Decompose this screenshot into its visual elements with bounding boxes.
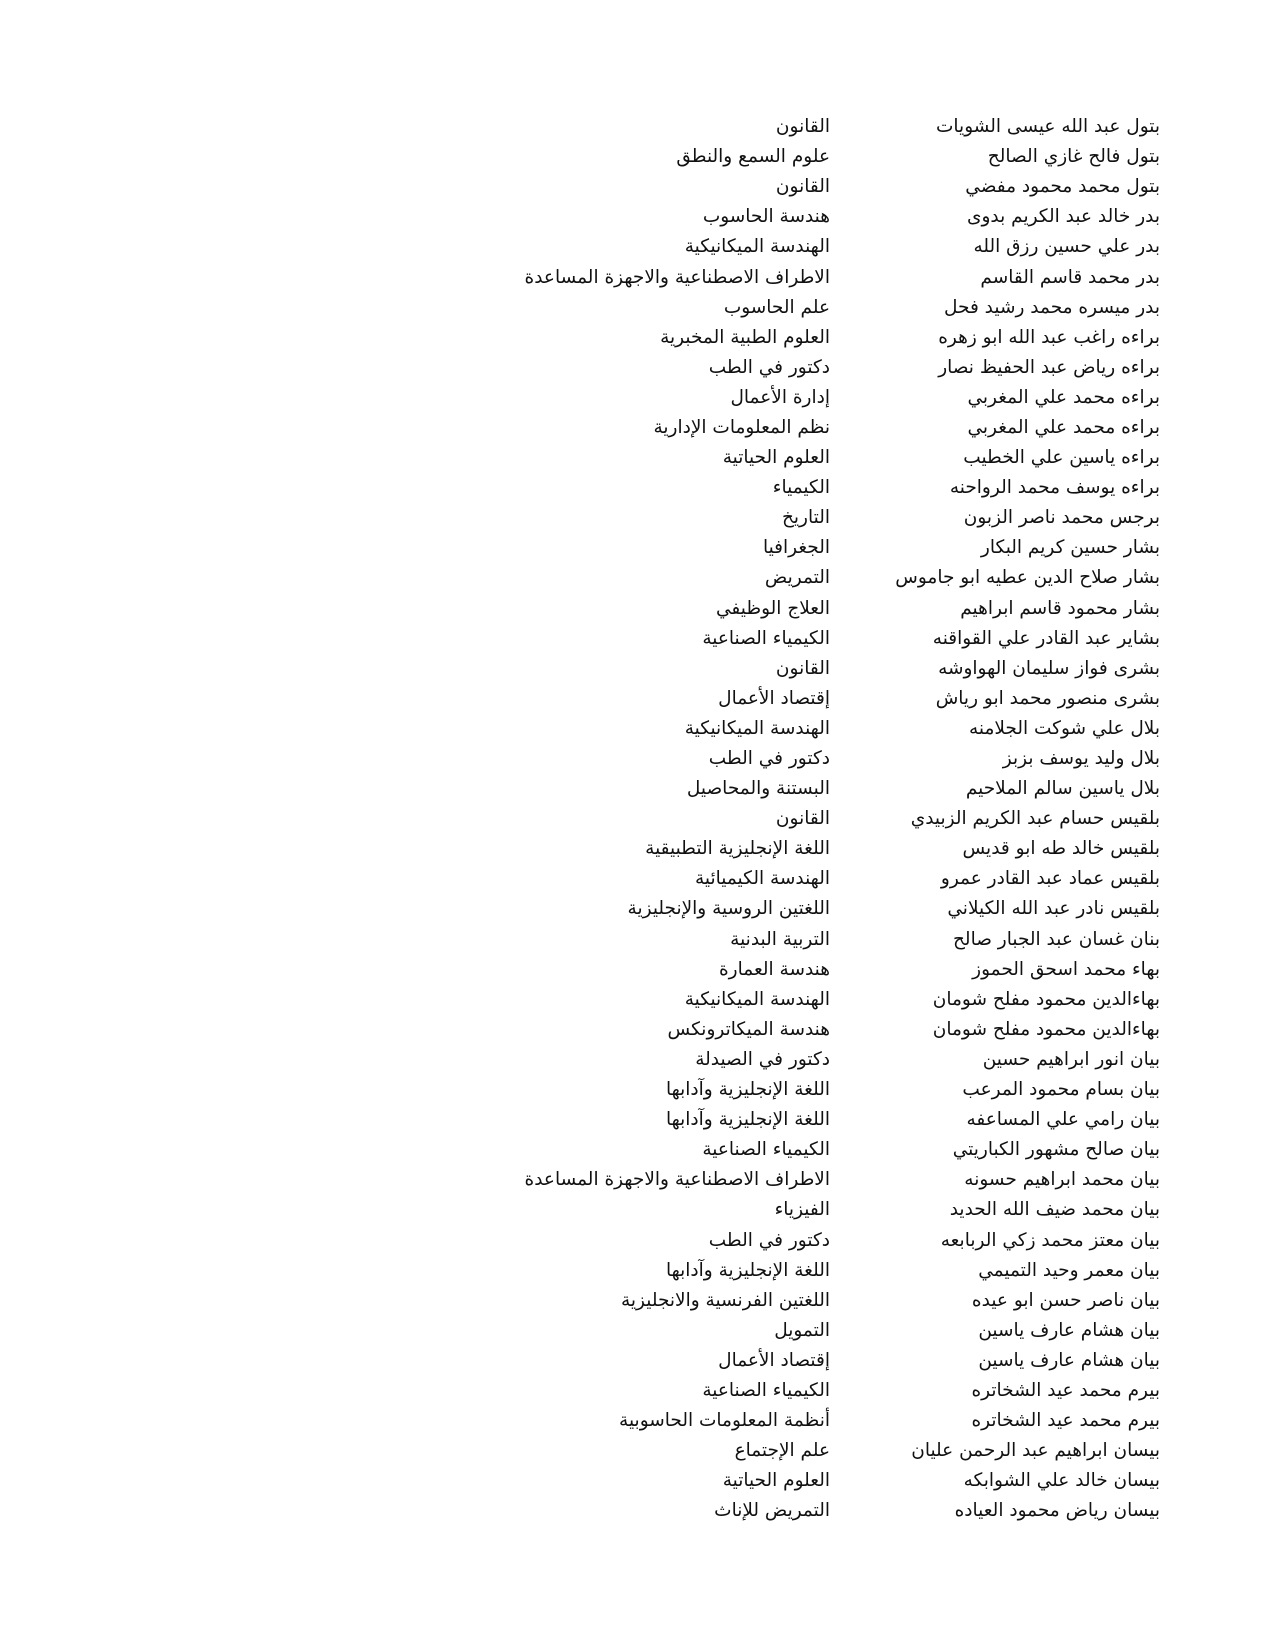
student-major: التمريض [764, 567, 830, 589]
student-major: العلوم الطبية المخبرية [660, 326, 830, 348]
student-major: العلوم الحياتية [722, 447, 830, 469]
list-item [480, 1105, 1160, 1135]
list-item [480, 533, 1160, 563]
list-item [480, 714, 1160, 744]
list-item [480, 202, 1160, 232]
list-item [480, 955, 1160, 985]
list-item [480, 654, 1160, 684]
student-major: دكتور في الصيدلة [695, 1048, 830, 1070]
list-item [480, 1195, 1160, 1225]
list-item [480, 1406, 1160, 1436]
list-item [480, 353, 1160, 383]
list-item [480, 834, 1160, 864]
student-major: الجغرافيا [762, 537, 830, 559]
student-name: بلال ياسين سالم الملاحيم [965, 778, 1160, 800]
student-name: بيان رامي علي المساعفه [966, 1109, 1160, 1131]
student-major: الكيمياء الصناعية [702, 627, 830, 649]
list-item [480, 232, 1160, 262]
student-major: هندسة الميكاترونكس [667, 1018, 830, 1040]
student-major: اللغة الإنجليزية وآدابها [665, 1079, 830, 1101]
student-major: علم الإجتماع [734, 1440, 830, 1462]
student-major-list [480, 112, 1160, 1526]
student-name: بشار صلاح الدين عطيه ابو جاموس [895, 567, 1160, 589]
student-name: براءه يوسف محمد الرواحنه [949, 477, 1160, 499]
student-name: بهاءالدين محمود مفلح شومان [932, 1018, 1160, 1040]
list-item [480, 1045, 1160, 1075]
student-major: الفيزياء [774, 1199, 830, 1221]
student-name: بيان محمد ضيف الله الحديد [949, 1199, 1160, 1221]
list-item [480, 624, 1160, 654]
student-major: الهندسة الميكانيكية [684, 717, 830, 739]
student-name: بيان هشام عارف ياسين [978, 1319, 1160, 1341]
student-name: بدر محمد قاسم القاسم [980, 266, 1160, 288]
list-item [480, 684, 1160, 714]
student-major: القانون [775, 808, 830, 830]
student-name: بشار محمود قاسم ابراهيم [960, 597, 1160, 619]
student-name: بشار حسين كريم البكار [980, 537, 1160, 559]
student-name: براءه محمد علي المغربي [967, 416, 1160, 438]
student-major: القانون [775, 657, 830, 679]
student-major: اللغتين الفرنسية والانجليزية [620, 1289, 830, 1311]
student-major: الهندسة الميكانيكية [684, 236, 830, 258]
student-major: التمريض للإناث [714, 1500, 830, 1522]
student-major: دكتور في الطب [708, 748, 830, 770]
student-major: أنظمة المعلومات الحاسوبية [619, 1410, 830, 1432]
student-major: الهندسة الميكانيكية [684, 988, 830, 1010]
list-item [480, 594, 1160, 624]
list-item [480, 925, 1160, 955]
list-item [480, 1436, 1160, 1466]
student-major: الاطراف الاصطناعية والاجهزة المساعدة [524, 266, 830, 288]
student-major: علم الحاسوب [723, 296, 830, 318]
list-item [480, 1015, 1160, 1045]
student-major: الكيمياء [772, 477, 830, 499]
list-item [480, 985, 1160, 1015]
list-item [480, 1466, 1160, 1496]
list-item [480, 1075, 1160, 1105]
student-major: التاريخ [781, 507, 830, 529]
student-name: بلقيس حسام عبد الكريم الزبيدي [910, 808, 1160, 830]
list-item [480, 1225, 1160, 1255]
student-name: بيان انور ابراهيم حسين [982, 1048, 1160, 1070]
list-item [480, 1376, 1160, 1406]
student-major: هندسة الحاسوب [702, 206, 830, 228]
student-major: التمويل [774, 1319, 830, 1341]
list-item [480, 473, 1160, 503]
student-major: اللغتين الروسية والإنجليزية [627, 898, 830, 920]
student-major: القانون [775, 116, 830, 138]
student-major: العلوم الحياتية [722, 1470, 830, 1492]
student-name: بلال وليد يوسف بزبز [1002, 748, 1160, 770]
student-name: براءه ياسين علي الخطيب [963, 447, 1160, 469]
student-major: اللغة الإنجليزية وآدابها [665, 1109, 830, 1131]
list-item [480, 1135, 1160, 1165]
student-name: بلقيس نادر عبد الله الكيلاني [947, 898, 1160, 920]
student-name: بدر ميسره محمد رشيد فحل [944, 296, 1160, 318]
student-name: بدر علي حسين رزق الله [973, 236, 1160, 258]
list-item [480, 172, 1160, 202]
list-item [480, 744, 1160, 774]
student-major: دكتور في الطب [708, 356, 830, 378]
list-item [480, 293, 1160, 323]
student-name: بيان ناصر حسن ابو عيده [971, 1289, 1160, 1311]
list-item [480, 323, 1160, 353]
student-major: هندسة العمارة [718, 958, 830, 980]
list-item [480, 804, 1160, 834]
student-major: علوم السمع والنطق [676, 146, 830, 168]
student-name: بنان غسان عبد الجبار صالح [952, 928, 1160, 950]
student-name: بهاءالدين محمود مفلح شومان [932, 988, 1160, 1010]
list-item [480, 1256, 1160, 1286]
list-item [480, 563, 1160, 593]
student-major: الكيمياء الصناعية [702, 1139, 830, 1161]
list-item [480, 894, 1160, 924]
student-name: بدر خالد عبد الكريم بدوى [966, 206, 1160, 228]
student-name: بهاء محمد اسحق الحموز [972, 958, 1160, 980]
list-item [480, 1346, 1160, 1376]
student-name: بيان محمد ابراهيم حسونه [964, 1169, 1160, 1191]
student-major: اللغة الإنجليزية وآدابها [665, 1259, 830, 1281]
student-name: براءه محمد علي المغربي [967, 386, 1160, 408]
student-name: بتول فالح غازي الصالح [987, 146, 1160, 168]
student-major: البستنة والمحاصيل [686, 778, 830, 800]
student-name: بلقيس عماد عبد القادر عمرو [940, 868, 1160, 890]
student-name: بتول عبد الله عيسى الشويات [936, 116, 1160, 138]
list-item [480, 443, 1160, 473]
student-name: بشاير عبد القادر علي القواقنه [932, 627, 1160, 649]
list-item [480, 1165, 1160, 1195]
student-name: بيان معتز محمد زكي الربابعه [940, 1229, 1160, 1251]
student-name: بشرى فواز سليمان الهواوشه [938, 657, 1160, 679]
list-item [480, 413, 1160, 443]
list-item [480, 1286, 1160, 1316]
list-item [480, 1496, 1160, 1526]
list-item [480, 774, 1160, 804]
student-name: بيان صالح مشهور الكباريتي [952, 1139, 1160, 1161]
student-name: بتول محمد محمود مفضي [965, 176, 1160, 198]
student-major: الكيمياء الصناعية [702, 1379, 830, 1401]
student-name: برجس محمد ناصر الزبون [963, 507, 1160, 529]
student-major: الاطراف الاصطناعية والاجهزة المساعدة [524, 1169, 830, 1191]
student-major: الهندسة الكيميائية [694, 868, 830, 890]
student-name: بيان هشام عارف ياسين [978, 1349, 1160, 1371]
student-name: بلقيس خالد طه ابو قديس [962, 838, 1160, 860]
student-major: إقتصاد الأعمال [718, 687, 830, 709]
student-name: بيرم محمد عيد الشخاتره [971, 1379, 1160, 1401]
list-item [480, 383, 1160, 413]
student-major: إقتصاد الأعمال [718, 1349, 830, 1371]
student-name: بيان معمر وحيد التميمي [978, 1259, 1160, 1281]
list-item [480, 112, 1160, 142]
student-name: بيان بسام محمود المرعب [962, 1079, 1160, 1101]
student-name: بيسان خالد علي الشوابكه [963, 1470, 1160, 1492]
list-item [480, 1316, 1160, 1346]
student-major: دكتور في الطب [708, 1229, 830, 1251]
student-major: نظم المعلومات الإدارية [653, 416, 830, 438]
student-major: إدارة الأعمال [730, 386, 830, 408]
student-name: بلال علي شوكت الجلامنه [968, 717, 1160, 739]
student-name: بيرم محمد عيد الشخاتره [971, 1410, 1160, 1432]
student-name: براءه رياض عبد الحفيظ نصار [938, 356, 1160, 378]
list-item [480, 503, 1160, 533]
student-major: القانون [775, 176, 830, 198]
student-major: العلاج الوظيفي [716, 597, 830, 619]
list-item [480, 142, 1160, 172]
student-major: اللغة الإنجليزية التطبيقية [645, 838, 830, 860]
student-major: التربية البدنية [730, 928, 830, 950]
student-name: بيسان رياض محمود العياده [954, 1500, 1160, 1522]
student-name: بيسان ابراهيم عبد الرحمن عليان [911, 1440, 1160, 1462]
list-item [480, 864, 1160, 894]
student-name: بشرى منصور محمد ابو رياش [935, 687, 1160, 709]
list-item [480, 262, 1160, 292]
student-name: براءه راغب عبد الله ابو زهره [938, 326, 1160, 348]
